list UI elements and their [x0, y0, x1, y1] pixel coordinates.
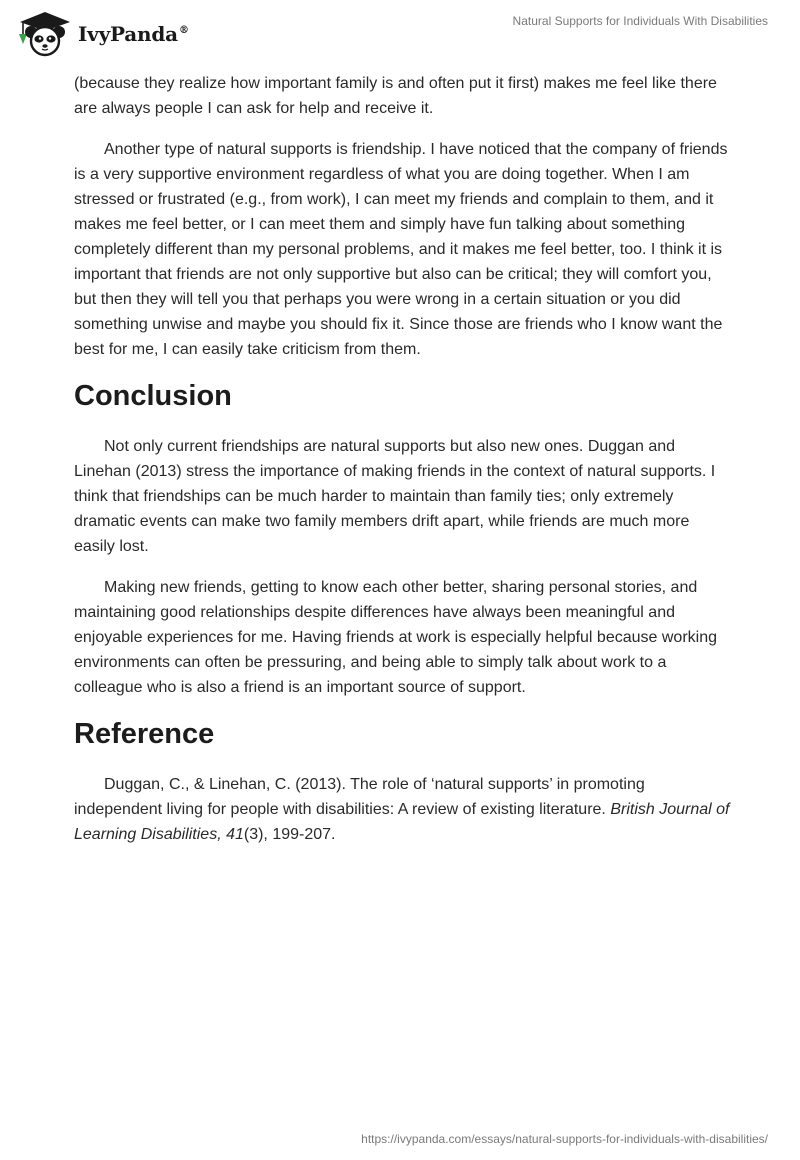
heading-conclusion: Conclusion — [74, 380, 232, 412]
heading-reference: Reference — [74, 718, 215, 750]
reference-pages: (3), 199-207. — [243, 826, 336, 843]
essay-body — [74, 71, 734, 863]
reference-text: Duggan, C., & Linehan, C. (2013). The role of ‘natural supports’ in promoting independent living for people with disabilities: A review of existing literature. — [74, 776, 645, 818]
paragraph-new-friendships: Not only current friendships are natural supports but also new ones. Duggan and Linehan (2013) stress the importance of making friends in the context of natural supports. I think that friendships can be much harder to maintain than family ties; only extremely dramatic events can make two family members drift apart, while friends are much more easily lost. — [74, 438, 716, 555]
paragraph-continuation: (because they realize how important family is and often put it first) makes me feel like there are always people I can ask for help and receive it. — [74, 75, 717, 117]
reference-entry — [74, 772, 734, 847]
document-title: Natural Supports for Individuals With Disabilities — [512, 14, 768, 28]
paragraph-friendship: Another type of natural supports is friendship. I have noticed that the company of friends is a very supportive environment regardless of what you are doing together. When I am stressed or frustrated (e.g., from work), I can meet my friends and complain to them, and it makes me feel better, or I can meet them and simply have fun talking about something completely different than my personal problems, and it makes me feel better, too. I think it is important that friends are not only supportive but also can be critical; they will comfort you, but then they will tell you that perhaps you were wrong in a certain situation or you did something unwise and maybe you should fix it. Since those are friends who I know want the best for me, I can easily take criticism from them. — [74, 141, 728, 358]
brand-logo[interactable] — [14, 9, 189, 57]
page-header — [0, 0, 800, 64]
brand-name: IvyPanda® — [78, 21, 189, 46]
paragraph-friends-at-work: Making new friends, getting to know each other better, sharing personal stories, and maintaining good relationships despite differences have always been meaningful and enjoyable experiences for me. Having friends at work is especially helpful because working environments can often be pressuring, and being able to simply talk about work to a colleague who is also a friend is an important source of support. — [74, 579, 717, 696]
source-url[interactable]: https://ivypanda.com/essays/natural-supports-for-individuals-with-disabilities/ — [361, 1132, 768, 1146]
reference-journal: British Journal of Learning Disabilities, 41 — [74, 801, 730, 843]
panda-graduation-cap-icon — [14, 9, 76, 57]
